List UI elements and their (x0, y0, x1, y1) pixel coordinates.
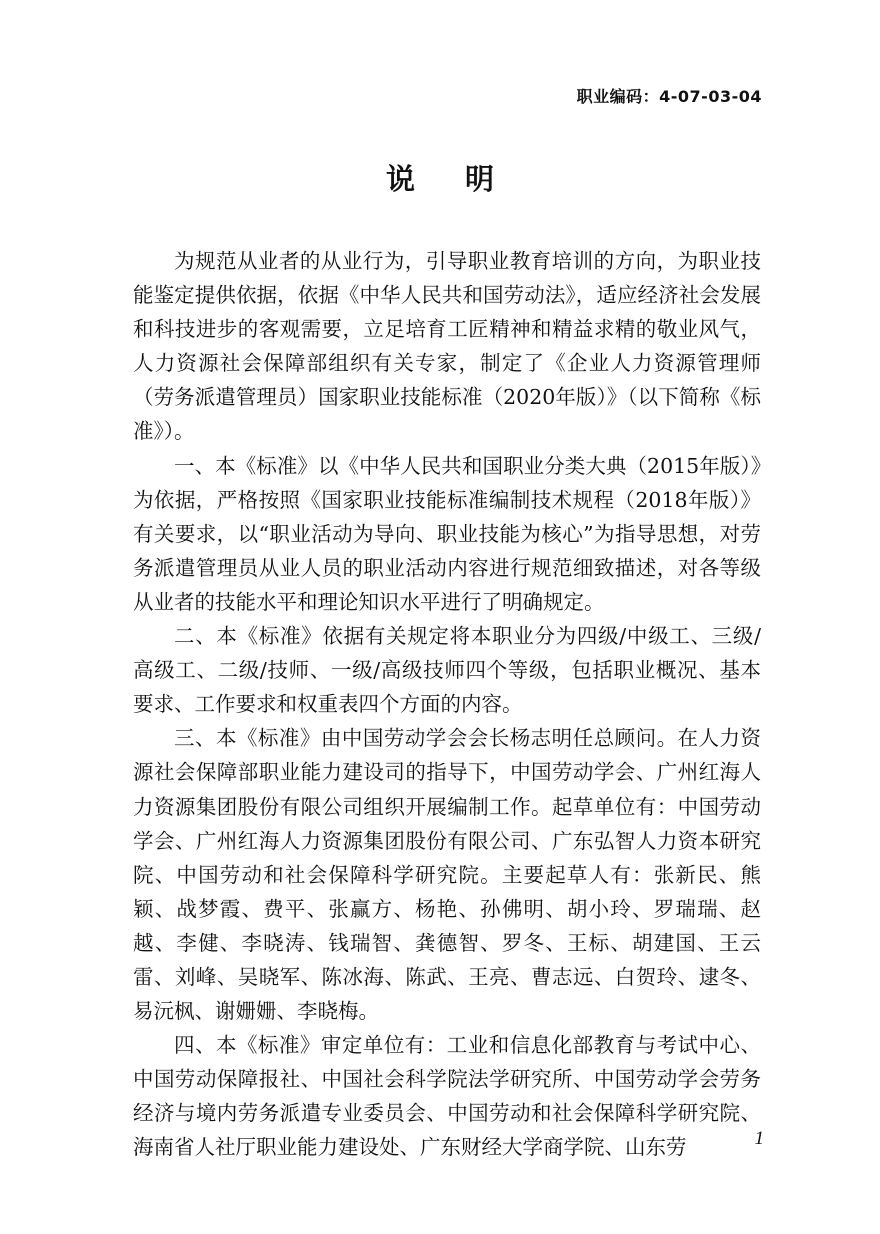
paragraph-intro: 为规范从业者的从业行为，引导职业教育培训的方向，为职业技能鉴定提供依据，依据《中华人民共和国劳动法》，适应经济社会发展和科技进步的客观需要，立足培育工匠精神和精益求精的敬业风气，人力资源社会保障部组织有关专家，制定了《企业人力资源管理师（劳务派遣管理员）国家职业技能标准（2020年版）》（以下简称《标准》）。 (133, 249, 761, 444)
page-number: 1 (754, 1128, 764, 1149)
occupation-code: 职业编码：4-07-03-04 (576, 87, 762, 106)
paragraph-item-2: 二、本《标准》依据有关规定将本职业分为四级/中级工、三级/高级工、二级/技师、一级/高级技师四个等级，包括职业概况、基本要求、工作要求和权重表四个方面的内容。 (133, 624, 761, 717)
document-body (133, 244, 761, 1165)
page-title: 说明 (385, 162, 544, 196)
paragraph-item-4: 四、本《标准》审定单位有：工业和信息化部教育与考试中心、中国劳动保障报社、中国社会科学院法学研究所、中国劳动学会劳务经济与境内劳务派遣专业委员会、中国劳动和社会保障科学研究院、海南省人社厅职业能力建设处、广东财经大学商学院、山东劳 (133, 1033, 761, 1160)
paragraph-item-1: 一、本《标准》以《中华人民共和国职业分类大典（2015年版）》为依据，严格按照《国家职业技能标准编制技术规程（2018年版）》有关要求，以“职业活动为导向、职业技能为核心”为指导思想，对劳务派遣管理员从业人员的职业活动内容进行规范细致描述，对各等级从业者的技能水平和理论知识水平进行了明确规定。 (133, 453, 761, 614)
paragraph-item-3: 三、本《标准》由中国劳动学会会长杨志明任总顾问。在人力资源社会保障部职业能力建设司的指导下，中国劳动学会、广州红海人力资源集团股份有限公司组织开展编制工作。起草单位有：中国劳动学会、广州红海人力资源集团股份有限公司、广东弘智人力资本研究院、中国劳动和社会保障科学研究院。主要起草人有：张新民、熊颖、战梦霞、费平、张赢方、杨艳、孙佛明、胡小玲、罗瑞瑞、赵越、李健、李晓涛、钱瑞智、龚德智、罗冬、王标、胡建国、王云雷、刘峰、吴晓军、陈冰海、陈武、王亮、曹志远、白贺玲、逮冬、易沅枫、谢姗姗、李晓梅。 (133, 726, 761, 1024)
